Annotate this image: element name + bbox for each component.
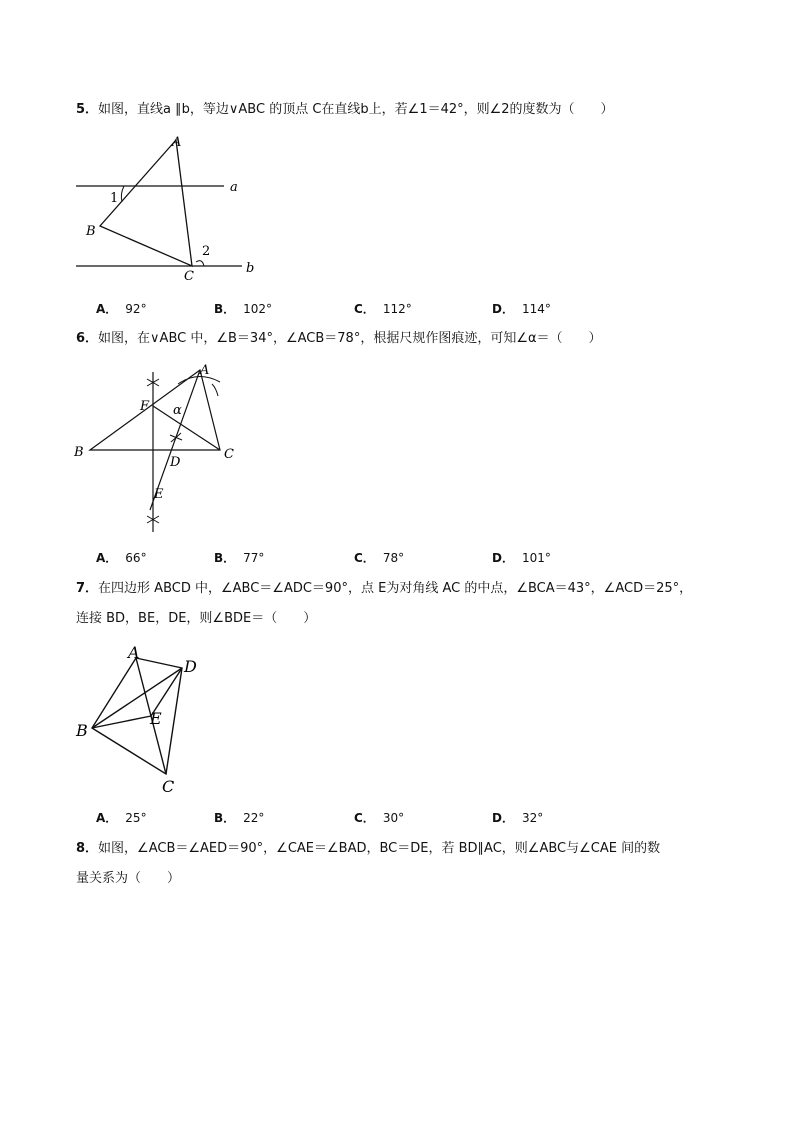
question-7-figure <box>70 638 220 800</box>
q6-option-a[interactable]: A． 66° <box>96 551 147 565</box>
label-d: D <box>184 657 197 676</box>
question-7-stem-line2 <box>76 605 316 633</box>
question-7-number: 7． <box>76 581 99 596</box>
question-5-stem <box>76 96 614 124</box>
q5-option-c[interactable]: C． 112° <box>354 302 412 316</box>
question-5-text: 如图，直线a ∥b，等边∨ABC 的顶点 C在直线b上，若∠1＝42°，则∠2的度数为（ ） <box>98 102 614 117</box>
question-6-number: 6． <box>76 331 99 346</box>
label-angle-1: 1 <box>110 191 119 206</box>
question-5-number: 5． <box>76 102 99 117</box>
question-5-options <box>96 300 656 320</box>
label-f: F <box>140 399 150 414</box>
question-8-stem-line2 <box>76 865 180 893</box>
label-b-vertex: B <box>86 224 96 239</box>
line-fc <box>153 406 220 450</box>
q7-option-a[interactable]: A． 25° <box>96 811 147 825</box>
q5-option-a[interactable]: A． 92° <box>96 302 147 316</box>
triangle-abc <box>90 370 220 450</box>
q7-option-b[interactable]: B． 22° <box>214 811 265 825</box>
label-c: C <box>162 777 175 796</box>
question-8-text-continued: 量关系为（ ） <box>76 871 181 886</box>
question-6-stem <box>76 325 602 353</box>
label-line-a: a <box>230 180 238 195</box>
q7-option-d[interactable]: D． 32° <box>492 811 544 825</box>
angle-2-arc <box>196 261 204 266</box>
question-6-figure <box>70 360 250 536</box>
label-b: B <box>74 445 84 460</box>
question-7-stem-line1 <box>76 575 692 603</box>
label-a-vertex: A <box>172 135 182 150</box>
label-c: C <box>224 447 234 462</box>
q6-option-b[interactable]: B． 77° <box>214 551 265 565</box>
question-6-options <box>96 549 656 569</box>
q5-option-d[interactable]: D． 114° <box>492 302 551 316</box>
label-d: D <box>170 455 181 470</box>
construction-mark <box>171 433 181 442</box>
question-7-text: 在四边形 ABCD 中，∠ABC＝∠ADC＝90°，点 E为对角线 AC 的中点，∠BCA＝43°，∠ACD＝25°， <box>98 581 693 596</box>
question-8-number: 8． <box>76 841 99 856</box>
label-e: E <box>150 709 162 728</box>
q6-option-d[interactable]: D． 101° <box>492 551 551 565</box>
label-c-vertex: C <box>184 269 194 284</box>
label-a: A <box>128 643 140 662</box>
q7-option-c[interactable]: C． 30° <box>354 811 405 825</box>
label-line-b: b <box>246 261 255 276</box>
construction-arc <box>178 376 220 384</box>
construction-arc <box>212 384 218 396</box>
label-b: B <box>76 721 88 740</box>
question-7-text-continued: 连接 BD，BE，DE，则∠BDE＝（ ） <box>76 611 317 626</box>
label-angle-2: 2 <box>202 244 211 259</box>
quadrilateral-abcd <box>92 658 182 774</box>
label-alpha: α <box>173 403 182 418</box>
question-6-text: 如图，在∨ABC 中，∠B＝34°，∠ACB＝78°，根据尺规作图痕迹，可知∠α＝（ ） <box>98 331 602 346</box>
question-5-figure <box>70 128 270 284</box>
q5-option-b[interactable]: B． 102° <box>214 302 273 316</box>
question-8-stem-line1 <box>76 835 660 863</box>
question-8-text: 如图，∠ACB＝∠AED＝90°，∠CAE＝∠BAD，BC＝DE，若 BD∥AC，则∠ABC与∠CAE 间的数 <box>98 841 661 856</box>
question-7-options <box>96 809 656 829</box>
label-a: A <box>200 363 210 378</box>
label-e: E <box>154 487 164 502</box>
q6-option-c[interactable]: C． 78° <box>354 551 405 565</box>
